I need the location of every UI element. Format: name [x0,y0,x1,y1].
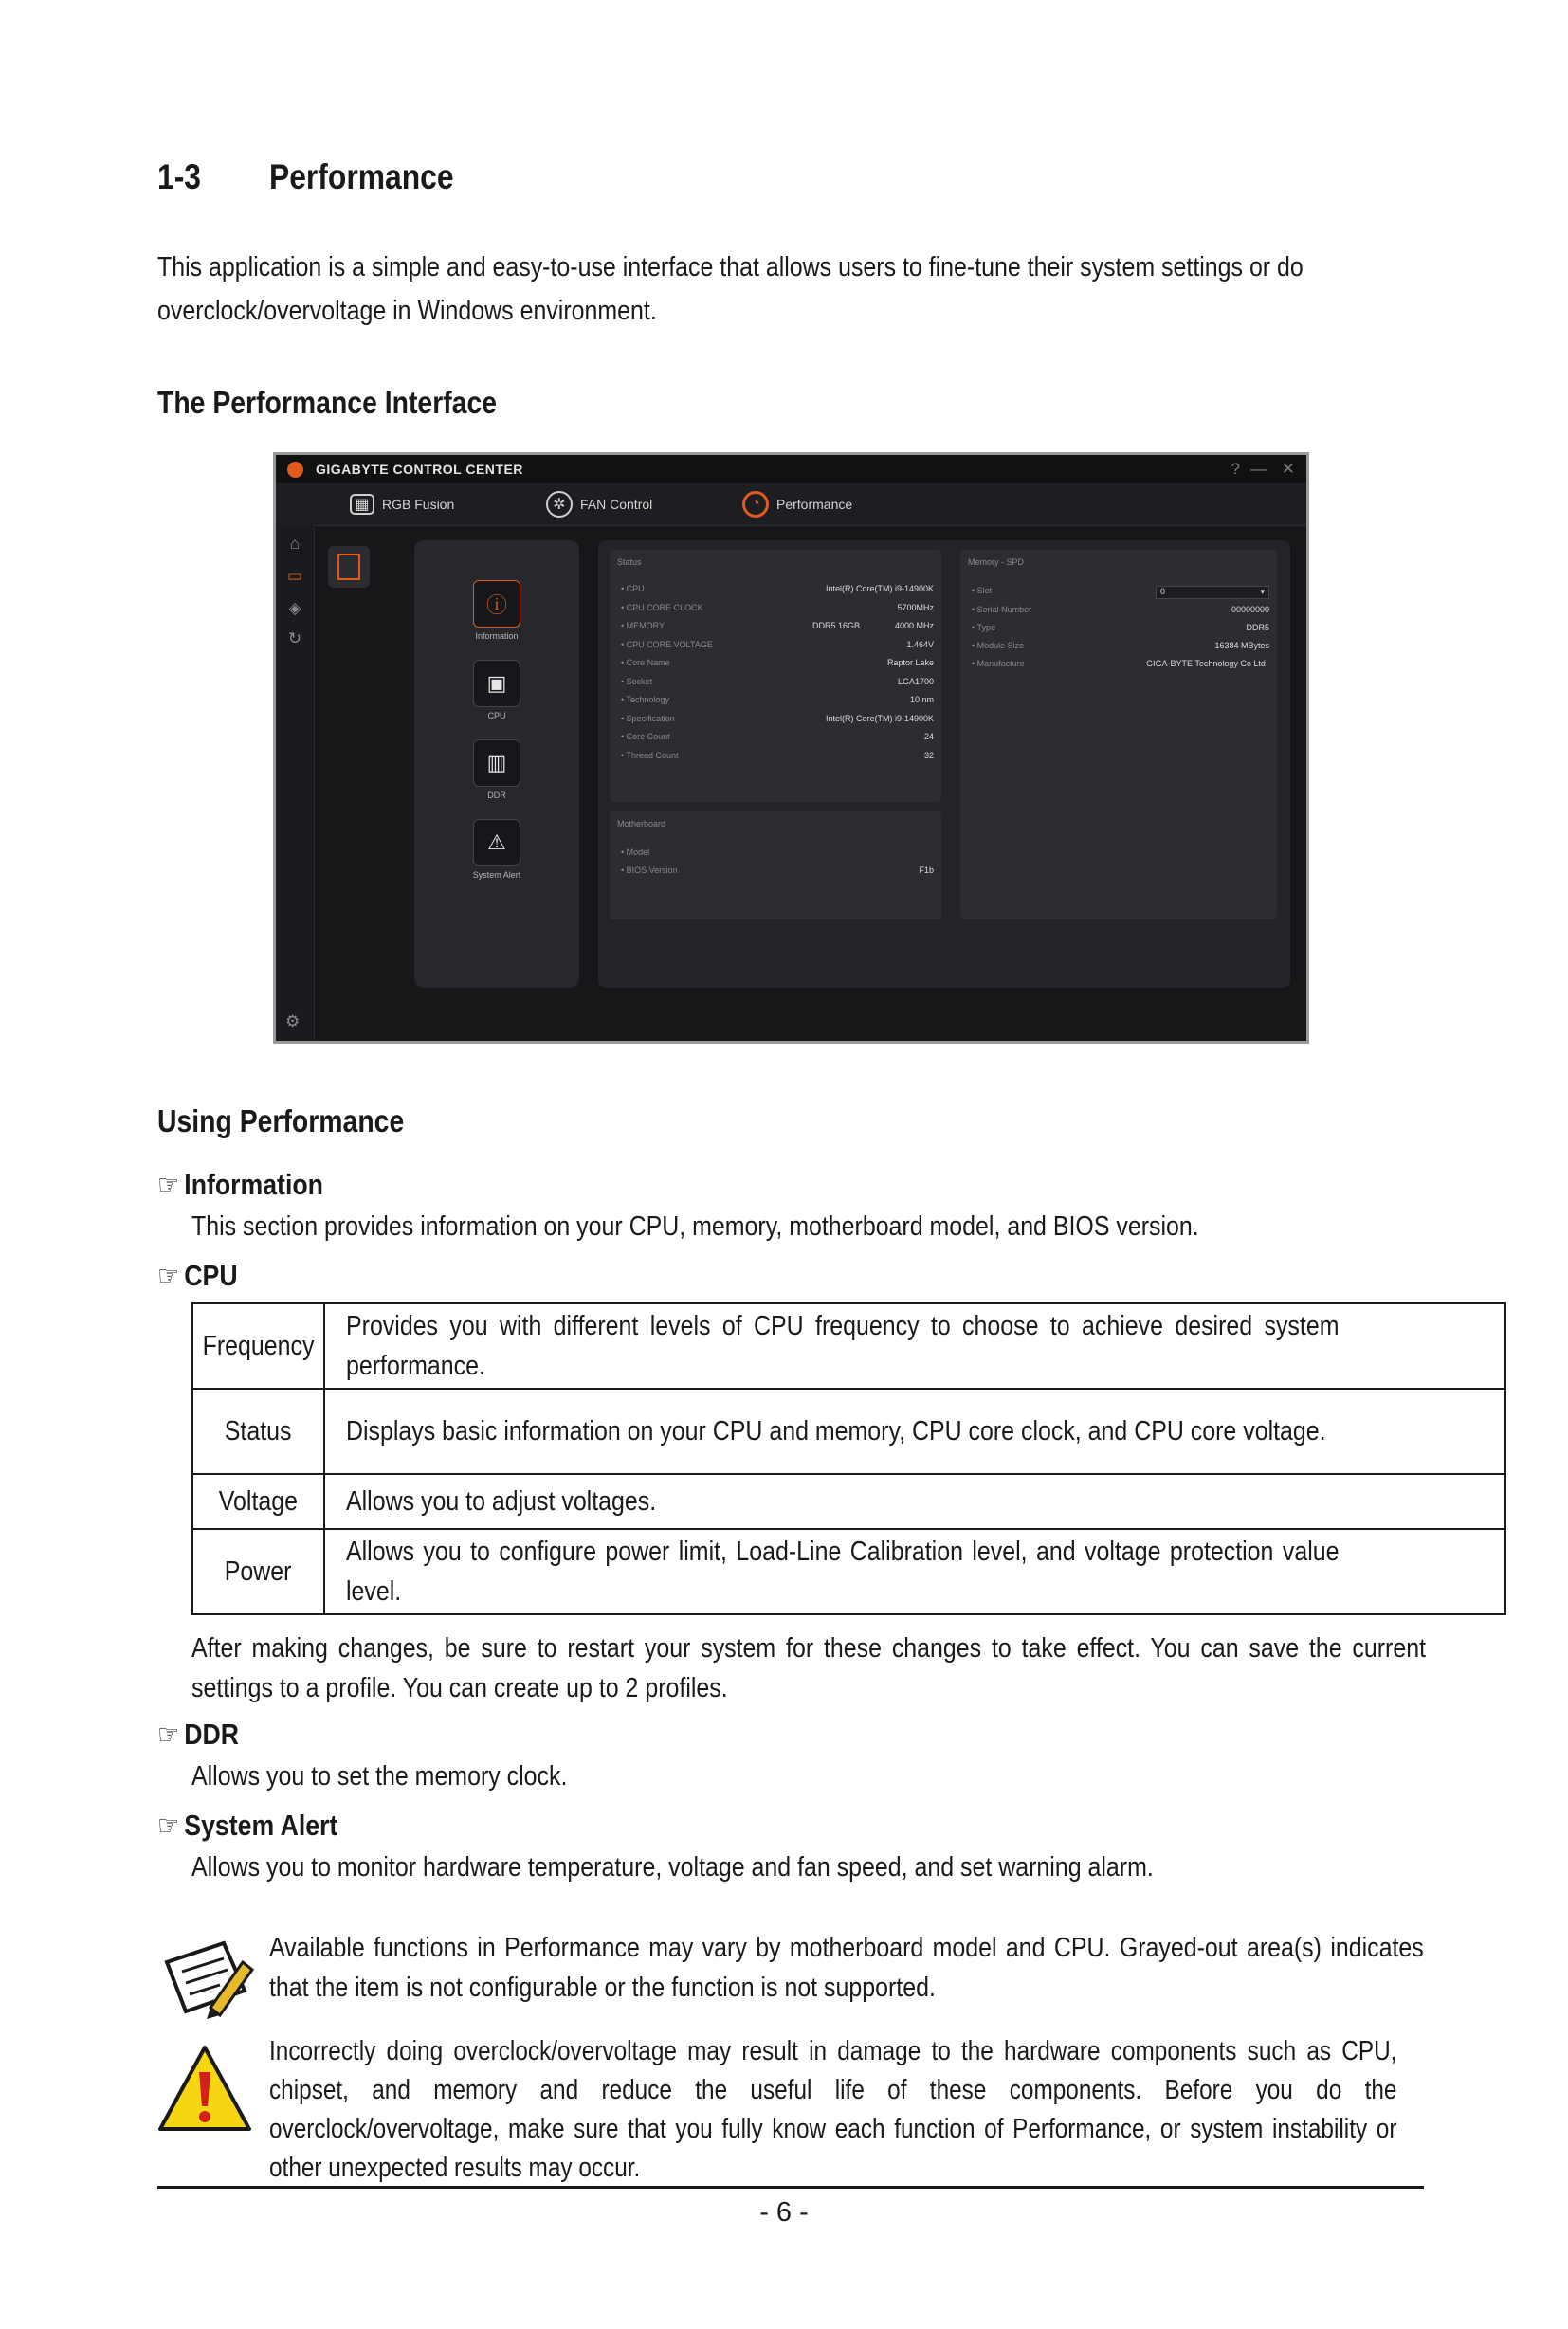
left-sidebar [276,525,315,1041]
info-value: 5700MHz [897,602,934,612]
info-key: • Module Size [972,641,1025,650]
status-title: Status [617,557,642,567]
info-value: Intel(R) Core(TM) i9-14900K [825,713,934,723]
info-value: Raptor Lake [886,658,934,667]
information-title: Information [184,1168,323,1201]
cell-name: Status [225,1415,292,1447]
info-key: • Socket [621,676,653,686]
cell-desc: Allows you to adjust voltages. [346,1486,657,1517]
info-key: • Model [621,847,650,857]
performance-sub-icon[interactable] [328,546,370,588]
ddr-heading [157,1718,239,1752]
nav-label: Information [475,631,519,641]
tab-fan-control[interactable] [546,491,652,518]
slot-label: • Slot [972,586,993,595]
caution-icon [157,2044,252,2133]
interface-heading: The Performance Interface [157,385,498,420]
info-key: • Type [972,623,996,632]
info-value: 32 [923,750,934,760]
info-value: 24 [923,732,934,741]
info-value: 1.464V [906,639,934,649]
info-row [972,659,1269,672]
table-row [192,1303,1505,1389]
info-key: • MEMORY [621,621,665,630]
cube-icon[interactable]: ◈ [288,599,301,617]
cpu-after-text: After making changes, be sure to restart your system for these changes to take effect. You can save the current settings to a profile. You can create up to 2 profiles. [191,1633,1427,1703]
memory-title: Memory - SPD [968,557,1025,567]
cpu-table [191,1302,1506,1615]
ddr-title: DDR [184,1718,240,1751]
info-row [621,695,934,708]
cpu-heading [157,1259,238,1293]
info-key: • CPU CORE VOLTAGE [621,639,713,649]
pointing-hand-icon: ☞ [157,1719,180,1751]
info-value: Intel(R) Core(TM) i9-14900K [825,584,934,593]
info-row [621,751,934,764]
alert-text: Allows you to monitor hardware temperature, voltage and fan speed, and set warning alarm. [191,1852,1154,1883]
gear-icon[interactable]: ⚙ [285,1012,301,1030]
tab-label: FAN Control [580,497,653,512]
cell-name: Power [225,1556,292,1587]
nav-label: System Alert [472,870,521,880]
app-tabs [276,483,1306,526]
minimize-icon[interactable]: — [1250,460,1267,478]
info-row [621,865,934,879]
nav-label: CPU [487,711,506,720]
pointing-hand-icon: ☞ [157,1810,180,1842]
tab-label: Performance [776,497,853,512]
info-icon: ⓘ [473,580,520,628]
memory-panel [960,550,1277,919]
cell-desc: Displays basic information on your CPU and memory, CPU core clock, and CPU core voltage. [346,1416,1326,1447]
info-value: DDR5 [1246,623,1269,632]
info-key: • Thread Count [621,750,679,760]
info-key: • CPU [621,584,645,593]
intro-line-1: This application is a simple and easy-to-use interface that allows users to fine-tune their system settings or do [157,252,1304,282]
info-key: • Serial Number [972,605,1032,614]
nav-cpu[interactable] [414,660,579,720]
info-row [972,623,1269,636]
info-value: GIGA-BYTE Technology Co Ltd [1146,659,1266,668]
nav-label: DDR [487,791,506,800]
content-area [598,540,1290,988]
chevron-down-icon: ▾ [1260,587,1265,596]
info-row [972,641,1269,654]
note-pencil-icon [157,1934,254,2021]
cell-name: Voltage [218,1485,299,1517]
info-key: • BIOS Version [621,865,678,875]
ddr-text: Allows you to set the memory clock. [191,1761,568,1792]
info-row [972,605,1269,618]
nav-system-alert[interactable] [414,819,579,880]
warning-icon: ⚠ [473,819,520,866]
performance-nav [414,540,579,988]
performance-icon: ◔ [742,491,769,518]
rgb-icon: ▦ [350,494,374,515]
nav-ddr[interactable] [414,739,579,800]
info-key: • CPU CORE CLOCK [621,602,703,612]
fan-icon: ✲ [546,491,573,518]
section-title: Performance [269,157,454,196]
information-heading [157,1168,323,1202]
tab-performance[interactable] [742,491,852,518]
info-row [621,640,934,653]
info-value: DDR5 16GB [811,621,860,630]
warning-text: Incorrectly doing overclock/overvoltage may result in damage to the hardware components such as CPU, chipset, and memory and reduce the useful life of these components. Before you do the overclock/overvoltage, make sure that you fully know each function of Performance, or system instability or other unexpected results may occur. [269,2036,1397,2183]
info-row [621,584,934,597]
info-key: • Manufacture [972,659,1025,668]
info-key: • Core Name [621,658,670,667]
using-heading: Using Performance [157,1103,405,1138]
memory-icon: ▥ [473,739,520,787]
footer-divider [157,2186,1424,2189]
help-icon[interactable]: ? [1231,460,1240,478]
table-row [192,1529,1505,1614]
cell-desc: Allows you to configure power limit, Load-Line Calibration level, and voltage protection value level. [346,1537,1340,1607]
cpu-title: CPU [184,1259,238,1292]
section-number: 1-3 [157,157,201,196]
slot-select[interactable] [1156,586,1269,599]
info-value: 4000 MHz [894,621,934,630]
info-key: • Core Count [621,732,670,741]
nav-information[interactable] [414,580,579,641]
info-row [621,732,934,745]
status-panel [610,550,941,802]
slot-value: 0 [1160,587,1166,596]
app-title: GIGABYTE CONTROL CENTER [316,462,523,477]
intro-line-2: overclock/overvoltage in Windows environment. [157,296,657,326]
motherboard-panel [610,811,941,919]
info-row [621,658,934,671]
close-icon[interactable]: ✕ [1281,460,1295,478]
information-text: This section provides information on your CPU, memory, motherboard model, and BIOS version. [191,1211,1199,1242]
info-row [621,714,934,727]
motherboard-title: Motherboard [617,819,666,828]
pointing-hand-icon: ☞ [157,1261,180,1292]
alert-title: System Alert [184,1809,338,1842]
info-row [621,677,934,690]
info-row [621,847,934,861]
app-screenshot [273,452,1309,1044]
page-number: - 6 - [759,2197,809,2228]
cpu-icon: ▣ [473,660,520,707]
info-value: 10 nm [909,695,934,704]
app-titlebar [276,455,1306,483]
monitor-icon[interactable]: ▭ [286,567,303,585]
tab-label: RGB Fusion [382,497,455,512]
info-row [621,603,934,616]
alert-heading [157,1809,337,1843]
note-text: Available functions in Performance may vary by motherboard model and CPU. Grayed-out area(s) indicates that the item is not configurable or the function is not supported. [269,1933,1424,2003]
table-row [192,1474,1505,1529]
info-key: • Specification [621,713,675,723]
info-value: 16384 MBytes [1214,641,1269,650]
gigabyte-logo-icon [287,462,303,478]
info-value: 00000000 [1231,605,1269,614]
info-key: • Technology [621,695,670,704]
info-value: LGA1700 [897,676,934,686]
refresh-icon[interactable]: ↻ [287,629,302,647]
table-row [192,1389,1505,1474]
cell-name: Frequency [202,1330,315,1361]
tab-rgb-fusion[interactable] [350,491,454,518]
home-icon[interactable]: ⌂ [289,535,301,553]
info-row [621,621,934,634]
pointing-hand-icon: ☞ [157,1170,180,1201]
info-value: F1b [919,865,934,875]
cell-desc: Provides you with different levels of CPU frequency to choose to achieve desired system performance. [346,1311,1340,1381]
